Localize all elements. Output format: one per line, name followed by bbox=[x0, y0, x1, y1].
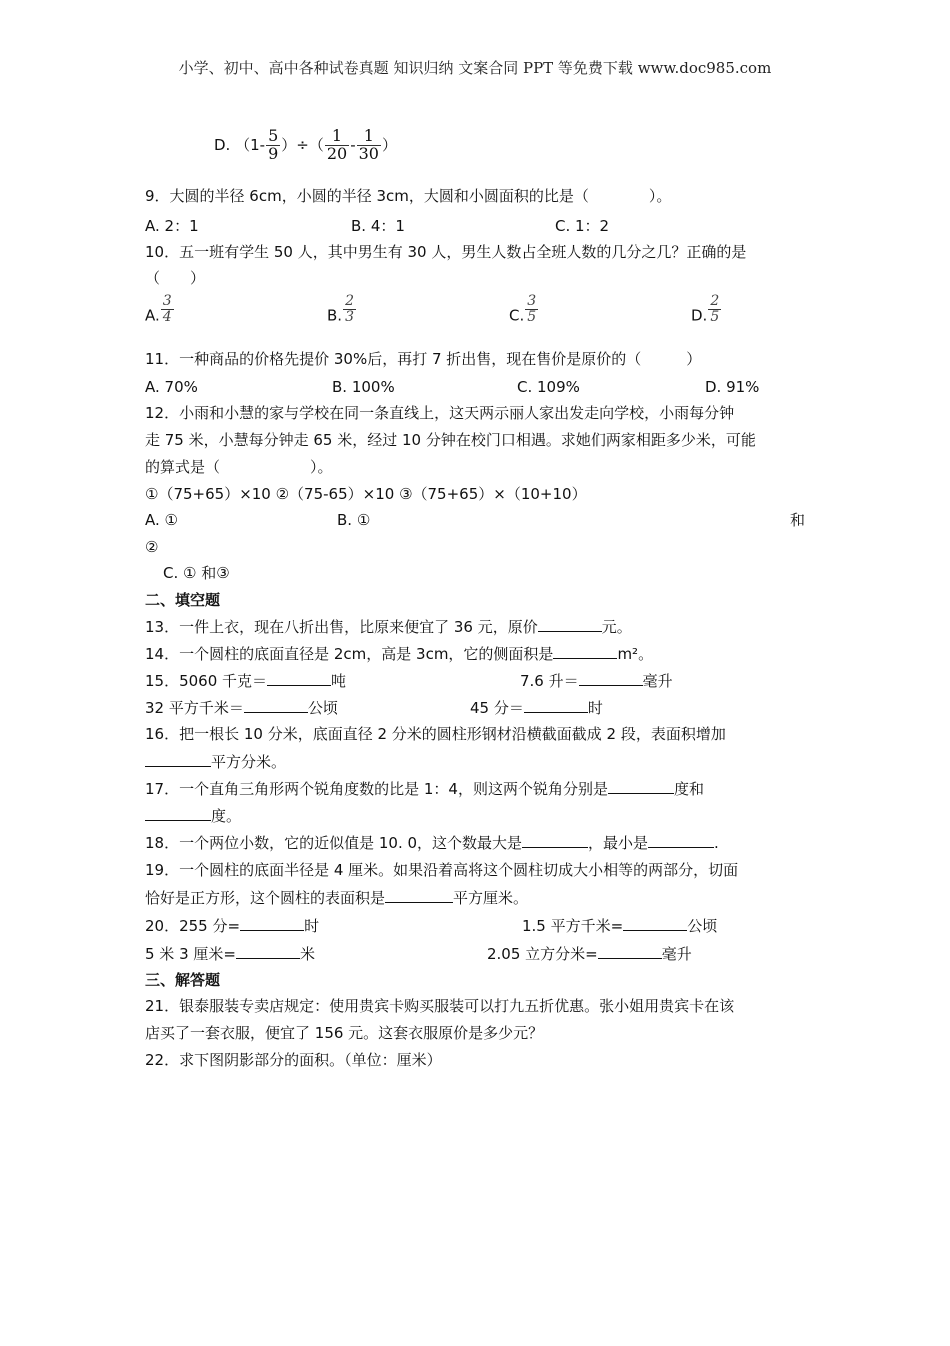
q15-c-unit: 公顷 bbox=[307, 699, 338, 717]
q13-text: 13．一件上衣，现在八折出售，比原来便宜了 36 元，原价 bbox=[145, 618, 538, 636]
q15-b bbox=[520, 671, 673, 690]
q12-line-2: 走 75 米，小慧每分钟走 65 米，经过 10 分钟在校门口相遇。求她们两家相距多少米，可能 bbox=[145, 431, 756, 449]
q15-c bbox=[145, 698, 338, 717]
q12-option-b-and: 和 bbox=[790, 511, 806, 529]
q10-c-fraction bbox=[525, 294, 538, 324]
q8-fraction-3 bbox=[357, 128, 381, 163]
q9-stem: 9．大圆的半径 6cm，小圆的半径 3cm，大圆和小圆面积的比是（ ）。 bbox=[145, 187, 672, 205]
q16-answer-blank[interactable] bbox=[145, 752, 211, 767]
q21-line-1: 21．银泰服装专卖店规定：使用贵宾卡购买服装可以打九五折优惠。张小姐用贵宾卡在该 bbox=[145, 997, 735, 1015]
q19-line-2 bbox=[145, 888, 528, 907]
q10-c-num: 3 bbox=[527, 293, 537, 309]
q10-stem: 10．五一班有学生 50 人，其中男生有 30 人，男生人数占全班人数的几分之几？正确的是 bbox=[145, 243, 747, 261]
q11-option-b: B. 100% bbox=[332, 378, 395, 396]
q20-b-unit: 公顷 bbox=[687, 917, 718, 935]
q18-mid: ，最小是 bbox=[588, 834, 649, 852]
q12-formulas: ①（75+65）×10 ②（75-65）×10 ③（75+65）×（10+10） bbox=[145, 485, 587, 503]
q10-option-a bbox=[145, 294, 175, 324]
q8-f3-denominator: 30 bbox=[358, 143, 379, 163]
q8-f3-numerator: 1 bbox=[357, 128, 381, 146]
q8-option-label: D. bbox=[214, 135, 231, 154]
q13 bbox=[145, 617, 632, 636]
q20-a-text: 20．255 分= bbox=[145, 917, 241, 935]
q19-line-1: 19．一个圆柱的底面半径是 4 厘米。如果沿着高将这个圆柱切成大小相等的两部分，切面 bbox=[145, 861, 739, 879]
q16-line-2 bbox=[145, 752, 286, 771]
q14-text: 14．一个圆柱的底面直径是 2cm，高是 3cm，它的侧面积是 bbox=[145, 645, 554, 663]
q15-a-text: 15．5060 千克＝ bbox=[145, 672, 268, 690]
q20-b-answer-blank[interactable] bbox=[623, 916, 687, 931]
q15-b-answer-blank[interactable] bbox=[579, 671, 643, 686]
q14 bbox=[145, 644, 653, 663]
q18-answer-blank-min[interactable] bbox=[648, 833, 714, 848]
page-header: 小学、初中、高中各种试卷真题 知识归纳 文案合同 PPT 等免费下载 www.doc985.com bbox=[178, 59, 772, 77]
q10-d-fraction bbox=[708, 294, 721, 324]
q15-d-answer-blank[interactable] bbox=[524, 698, 588, 713]
q10-b-den: 3 bbox=[345, 308, 354, 325]
q10-option-b bbox=[327, 294, 357, 324]
q10-d-num: 2 bbox=[710, 293, 720, 309]
q10-d-label: D. bbox=[691, 306, 708, 325]
q18-answer-blank-max[interactable] bbox=[522, 833, 588, 848]
q10-a-den: 4 bbox=[162, 308, 172, 325]
q17-unit: 度。 bbox=[211, 807, 242, 825]
q10-a-fraction bbox=[161, 294, 174, 324]
q9-option-a: A. 2：1 bbox=[145, 217, 199, 235]
q20-b bbox=[522, 916, 717, 935]
q14-answer-blank[interactable] bbox=[553, 644, 617, 659]
q18 bbox=[145, 833, 719, 852]
q8-f2-numerator: 1 bbox=[325, 128, 349, 146]
q15-c-answer-blank[interactable] bbox=[244, 698, 308, 713]
q11-option-d: D. 91% bbox=[705, 378, 760, 396]
q18-end: . bbox=[714, 834, 719, 852]
q18-text: 18．一个两位小数，它的近似值是 10. 0，这个数最大是 bbox=[145, 834, 523, 852]
q9-option-b: B. 4：1 bbox=[351, 217, 405, 235]
q10-a-label: A. bbox=[145, 306, 160, 325]
q10-c-label: C. bbox=[509, 306, 525, 325]
q8-f2-denominator: 20 bbox=[326, 143, 348, 163]
q20-a-answer-blank[interactable] bbox=[240, 916, 304, 931]
q12-option-c: C. ① 和③ bbox=[163, 564, 230, 582]
q15-b-unit: 毫升 bbox=[642, 672, 673, 690]
q20-c-text: 5 米 3 厘米= bbox=[145, 945, 236, 963]
q22-stem: 22．求下图阴影部分的面积。（单位：厘米） bbox=[145, 1051, 442, 1069]
q20-a-unit: 时 bbox=[304, 917, 320, 935]
q9-option-c: C. 1：2 bbox=[555, 217, 610, 235]
q20-c bbox=[145, 944, 315, 963]
q20-d-answer-blank[interactable] bbox=[598, 944, 662, 959]
q17-answer-blank-2[interactable] bbox=[145, 806, 211, 821]
q17-line-1 bbox=[145, 779, 704, 798]
q17-mid: 度和 bbox=[673, 780, 704, 798]
q15-d-text: 45 分＝ bbox=[470, 699, 524, 717]
q10-b-label: B. bbox=[327, 306, 343, 325]
q19-text: 恰好是正方形，这个圆柱的表面积是 bbox=[145, 889, 386, 907]
q13-unit: 元。 bbox=[601, 618, 632, 636]
q15-a bbox=[145, 671, 346, 690]
q20-a bbox=[145, 916, 319, 935]
q15-a-unit: 吨 bbox=[331, 672, 347, 690]
q10-option-c bbox=[509, 294, 539, 324]
q19-answer-blank[interactable] bbox=[385, 888, 453, 903]
q19-unit: 平方厘米。 bbox=[453, 889, 529, 907]
q8-f1-denominator: 9 bbox=[268, 143, 279, 163]
q13-answer-blank[interactable] bbox=[538, 617, 602, 632]
q20-b-text: 1.5 平方千米= bbox=[522, 917, 624, 935]
q8-f1-numerator: 5 bbox=[268, 126, 279, 145]
q17-line-2 bbox=[145, 806, 241, 825]
q20-d-unit: 毫升 bbox=[661, 945, 692, 963]
q8-fraction-2 bbox=[325, 128, 349, 163]
q10-a-num: 3 bbox=[162, 293, 172, 309]
q10-d-den: 5 bbox=[710, 308, 720, 325]
q10-c-den: 5 bbox=[527, 308, 537, 325]
section-3-title: 三、解答题 bbox=[145, 971, 221, 989]
q10-b-num: 2 bbox=[345, 293, 354, 309]
q15-c-text: 32 平方千米＝ bbox=[145, 699, 244, 717]
q15-b-text: 7.6 升＝ bbox=[520, 672, 579, 690]
q8-option-d bbox=[214, 128, 397, 163]
q11-option-c: C. 109% bbox=[517, 378, 580, 396]
q16-line-1: 16．把一根长 10 分米，底面直径 2 分米的圆柱形钢材沿横截面截成 2 段，表面积增加 bbox=[145, 725, 726, 743]
q8-minus: - bbox=[350, 135, 356, 154]
q10-b-fraction bbox=[343, 294, 356, 324]
q20-c-unit: 米 bbox=[299, 945, 315, 963]
q17-answer-blank-1[interactable] bbox=[608, 779, 674, 794]
q12-line-1: 12．小雨和小慧的家与学校在同一条直线上，这天两示丽人家出发走向学校，小雨每分钟 bbox=[145, 404, 735, 422]
q20-c-answer-blank[interactable] bbox=[236, 944, 300, 959]
q8-close: ） bbox=[381, 135, 397, 154]
section-2-title: 二、填空题 bbox=[145, 591, 221, 609]
q11-option-a: A. 70% bbox=[145, 378, 198, 396]
q15-d bbox=[470, 698, 603, 717]
q14-unit: m²。 bbox=[617, 645, 654, 663]
q17-text: 17．一个直角三角形两个锐角度数的比是 1：4，则这两个锐角分别是 bbox=[145, 780, 608, 798]
q10-option-d bbox=[691, 294, 722, 324]
q8-divide: ）÷（ bbox=[281, 135, 324, 154]
q12-option-a: A. ① bbox=[145, 511, 178, 529]
q8-open: （1- bbox=[235, 135, 266, 154]
q8-fraction-1 bbox=[266, 128, 280, 163]
q12-line-3: 的算式是（ ）。 bbox=[145, 458, 333, 476]
q20-d bbox=[487, 944, 692, 963]
q20-d-text: 2.05 立方分米= bbox=[487, 945, 598, 963]
q11-stem: 11．一种商品的价格先提价 30%后，再打 7 折出售，现在售价是原价的（ ） bbox=[145, 350, 702, 368]
q12-option-b-wrap: ② bbox=[145, 538, 159, 556]
q12-option-b: B. ① bbox=[337, 511, 371, 529]
q16-unit: 平方分米。 bbox=[211, 753, 287, 771]
q10-stem-cont: （ ） bbox=[145, 269, 206, 287]
q21-line-2: 店买了一套衣服，便宜了 156 元。这套衣服原价是多少元？ bbox=[145, 1024, 544, 1042]
q15-d-unit: 时 bbox=[587, 699, 603, 717]
q15-a-answer-blank[interactable] bbox=[267, 671, 331, 686]
